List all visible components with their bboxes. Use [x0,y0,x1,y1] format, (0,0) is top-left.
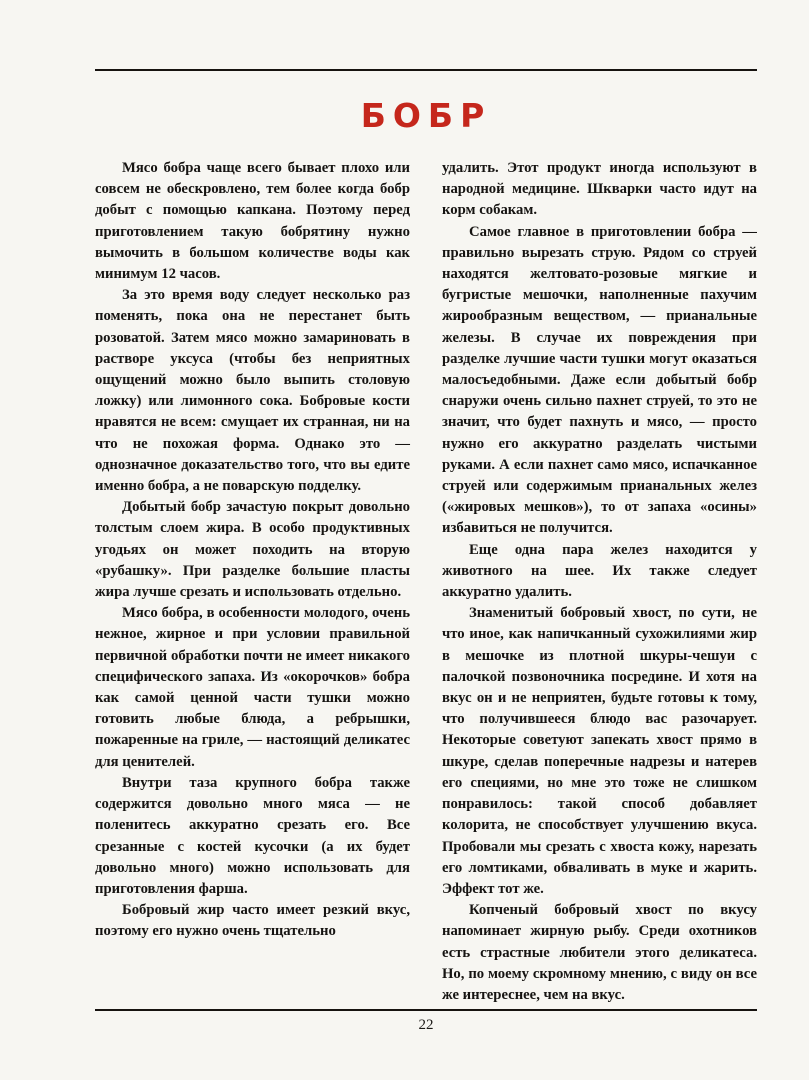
text-columns [95,158,757,1006]
page-number: 22 [418,1017,434,1033]
paragraph: Бобровый жир часто имеет резкий вкус, поэтому его нужно очень тщательно [95,902,410,940]
paragraph: Самое главное в приготовлении бобра — правильно вырезать струю. Рядом со струей находятся желтовато-розовые мягкие и бугристые мешочки, наполненные пахучим жирообразным веществом, — прианальные железы. В случае их повреждения при разделке лучшие части тушки могут оказаться малосъедобными. Даже если добытый бобр снаружи очень сильно пахнет струей, то это не значит, что будет пахнуть и мясо, — просто нужно его аккуратно разделать чистыми руками. А если пахнет само мясо, испачканное струей или содержимым прианальных желез («жировых мешков»), то от запаха «осины» избавиться не получится. [442,223,757,537]
chapter-title: БОБР [360,96,492,135]
paragraph: Мясо бобра чаще всего бывает плохо или совсем не обескровлено, тем более когда бобр добыт с помощью капкана. Поэтому перед приготовлением такую бобрятину нужно вымочить в большом количестве воды как минимум 12 часов. [95,160,410,283]
paragraph: За это время воду следует несколько раз поменять, пока она не перестанет быть розоватой. Затем мясо можно замариновать в растворе уксуса (чтобы без неприятных ощущений можно было выпить столовую ложку) или лимонного сока. Бобровые кости нравятся не всем: смущает их странная, ни на что не похожая форма. Однако это — однозначное доказательство того, что вы едите именно бобра, а не поварскую подделку. [95,287,410,495]
paragraph: Мясо бобра, в особенности молодого, очень нежное, жирное и при условии правильной первичной обработки почти не имеет никакого специфического запаха. Из «окорочков» бобра как самой ценной части тушки можно готовить любые блюда, а ребрышки, пожаренные на гриле, — настоящий деликатес для ценителей. [95,605,410,770]
paragraph: Еще одна пара желез находится у животного на шее. Их также следует аккуратно удалить. [442,541,757,601]
top-rule [95,69,757,71]
bottom-rule [95,1009,757,1011]
paragraph-continuation: удалить. Этот продукт иногда используют в народной медицине. Шкварки часто идут на корм собакам. [442,160,757,219]
paragraph: Копченый бобровый хвост по вкусу напоминает жирную рыбу. Среди охотников есть страстные любители этого деликатеса. Но, по моему скромному мнению, с виду он все же интереснее, чем на вкус. [442,902,757,1003]
left-column [95,158,410,1006]
paragraph: Внутри таза крупного бобра также содержится довольно много мяса — не поленитесь аккуратно срезать его. Все срезанные с костей кусочки (а их будет довольно много) можно использовать для приготовления фарша. [95,774,410,897]
paragraph: Знаменитый бобровый хвост, по сути, не что иное, как напичканный сухожилиями жир в мешочке из плотной шкуры-чешуи с палочкой позвоночника посредине. И хотя на вкус он и не неприятен, будьте готовы к тому, что получившееся блюдо вас разочарует. Некоторые советуют запекать хвост прямо в шкуре, сделав поперечные надрезы и натерев его специями, но мне это тоже не слишком понравилось: такой способ добавляет колорита, не способствует улучшению вкуса. Пробовали мы срезать с хвоста кожу, нарезать его ломтиками, обваливать в муке и жарить. Эффект тот же. [442,605,757,897]
paragraph: Добытый бобр зачастую покрыт довольно толстым слоем жира. В особо продуктивных угодьях он может походить на вторую «рубашку». При разделке большие пласты жира лучше срезать и использовать отдельно. [95,499,410,601]
right-column [442,158,757,1006]
